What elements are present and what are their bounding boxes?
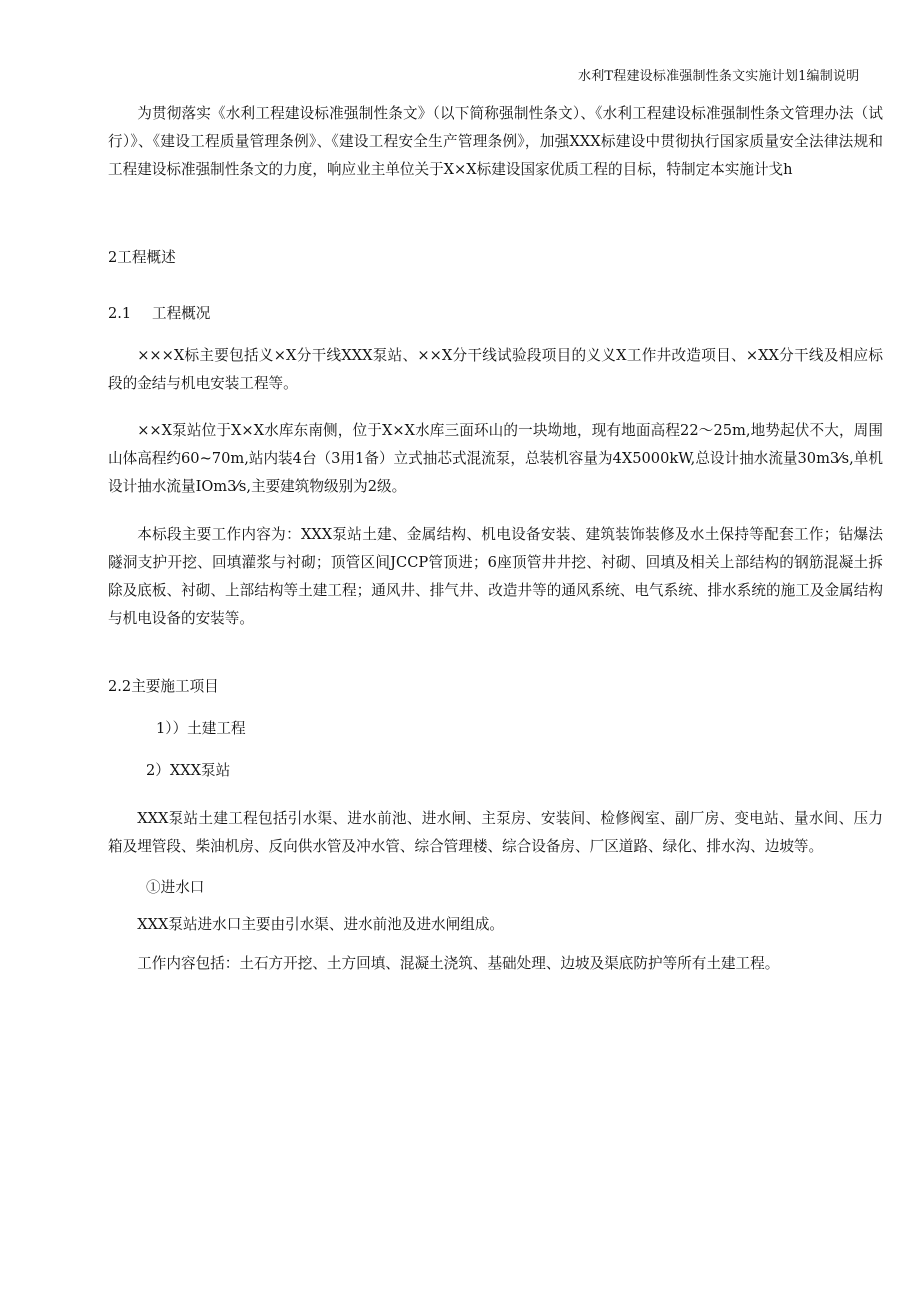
section-2-2-heading: 2.2主要施工项目 bbox=[108, 678, 219, 695]
section-2-2-paragraph-2: XXX泵站进水口主要由引水渠、进水前池及进水闸组成。 bbox=[137, 916, 505, 933]
section-2-heading: 2工程概述 bbox=[108, 249, 176, 266]
section-2-1-paragraph-1: ×××X标主要包括义×X分干线XXX泵站、××X分干线试验段项目的义义X工作井改造项目、×XX分干线及相应标段的金结与机电安装工程等。 bbox=[108, 347, 883, 392]
list-item-civil-works: 1））土建工程 bbox=[156, 720, 246, 737]
section-2-1-title: 工程概况 bbox=[152, 305, 211, 322]
intro-paragraph: 为贯彻落实《水利工程建设标准强制性条文》（以下简称强制性条文）、《水利工程建设标准强制性条文管理办法（试行）》、《建设工程质量管理条例》、《建设工程安全生产管理条例》，加强XXX标建设中贯彻执行国家质量安全法律法规和工程建设标准强制性条文的力度，响应业主单位关于X×X标建设国家优质工程的目标，特制定本实施计戈h bbox=[108, 105, 883, 178]
section-2-1-paragraph-2: ××X泵站位于X×X水库东南侧，位于X×X水库三面环山的一块坳地，现有地面高程22～25m,地势起伏不大，周围山体高程约60~70m,站内装4台（3用1备）立式抽芯式混流泵，总装机容量为4X5000kW,总设计抽水流量30m3⁄s,单机设计抽水流量IOm3⁄s,主要建筑物级别为2级。 bbox=[108, 422, 883, 495]
section-2-1-number: 2.1 bbox=[108, 305, 132, 322]
list-item-pump-station: 2）XXX泵站 bbox=[146, 762, 231, 779]
section-2-2-paragraph-1: XXX泵站土建工程包括引水渠、进水前池、进水闸、主泵房、安装间、检修阀室、副厂房、变电站、量水间、压力箱及埋管段、柴油机房、反向供水管及冲水管、综合管理楼、综合设备房、厂区道路、绿化、排水沟、边坡等。 bbox=[108, 810, 883, 855]
sub-item-water-inlet: ①进水口 bbox=[146, 879, 205, 896]
section-2-1-heading bbox=[108, 302, 210, 326]
section-2-1-paragraph-3: 本标段主要工作内容为：XXX泵站土建、金属结构、机电设备安装、建筑装饰装修及水土保持等配套工作；钻爆法隧洞支护开挖、回填灌浆与衬砌；顶管区间JCCP管顶进；6座顶管井井挖、衬砌、回填及相关上部结构的钢筋混凝土拆除及底板、衬砌、上部结构等土建工程；通风井、排气井、改造井等的通风系统、电气系统、排水系统的施工及金属结构与机电设备的安装等。 bbox=[108, 526, 883, 627]
section-2-2-paragraph-3: 工作内容包括：土石方开挖、土方回填、混凝土浇筑、基础处理、边坡及渠底防护等所有土建工程。 bbox=[137, 955, 780, 972]
running-header: 水利T程建设标准强制性条文实施计划1编制说明 bbox=[578, 69, 860, 84]
